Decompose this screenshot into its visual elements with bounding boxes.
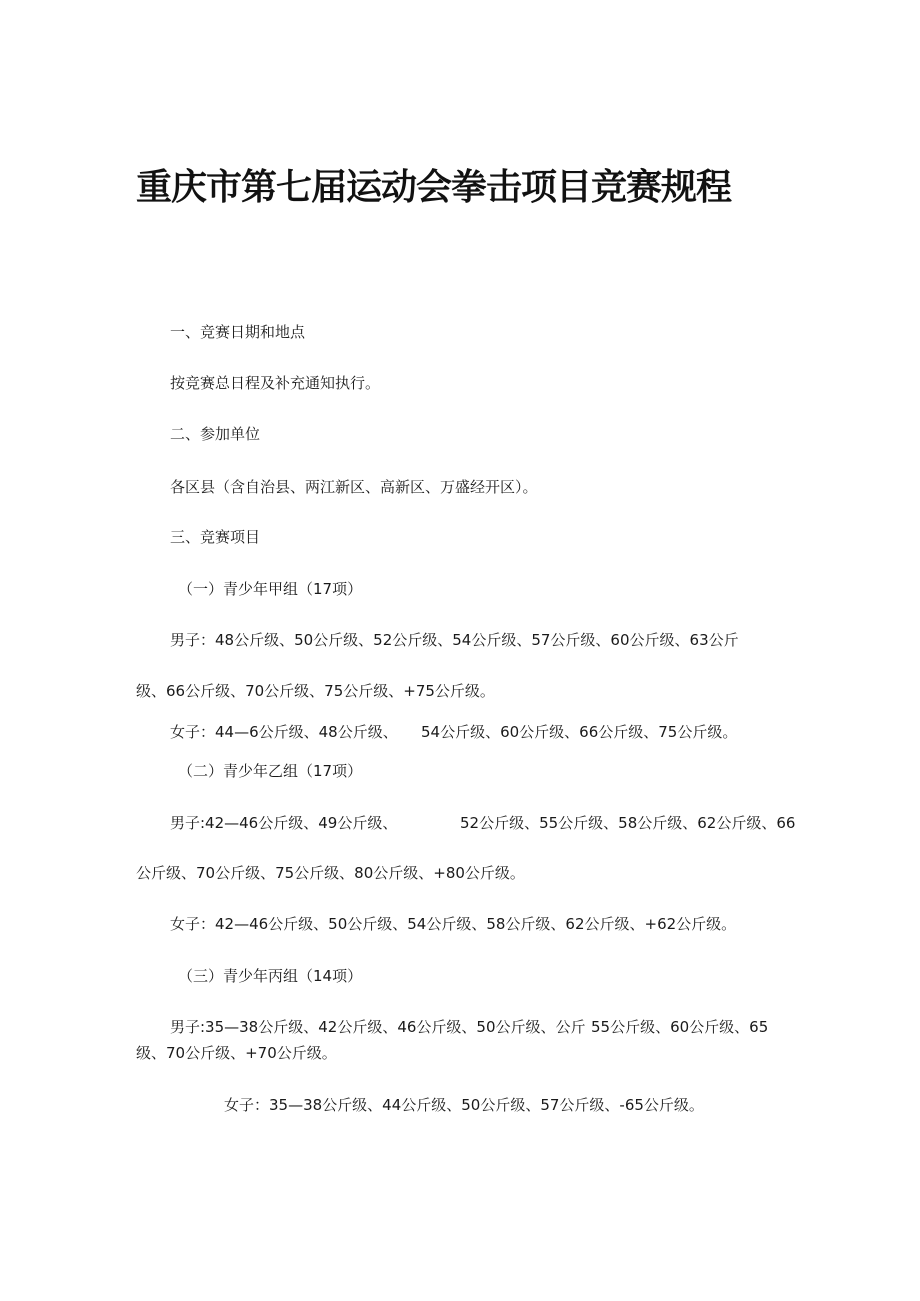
section-1-heading: 一、竞赛日期和地点 (170, 323, 306, 341)
section-1-body: 按竞赛总日程及补充通知执行。 (170, 374, 381, 392)
group-3-male-line-2: 级、70公斤级、+70公斤级。 (136, 1044, 337, 1062)
group-1-male-line-2: 级、66公斤级、70公斤级、75公斤级、+75公斤级。 (136, 682, 495, 700)
section-3-heading: 三、竞赛项目 (170, 528, 261, 546)
group-3-heading: （三）青少年丙组（14项） (178, 967, 363, 985)
group-2-male-line-2: 公斤级、70公斤级、75公斤级、80公斤级、+80公斤级。 (136, 864, 525, 882)
group-1-heading: （一）青少年甲组（17项） (178, 580, 363, 598)
group-2-male-part-2: 52公斤级、55公斤级、58公斤级、62公斤级、66 (460, 814, 796, 832)
document-title: 重庆市第七届运动会拳击项目竞赛规程 (136, 167, 732, 208)
group-1-male-line-1: 男子：48公斤级、50公斤级、52公斤级、54公斤级、57公斤级、60公斤级、63公斤 (170, 631, 739, 649)
section-2-body: 各区县（含自治县、两江新区、高新区、万盛经开区）。 (170, 478, 538, 496)
group-2-heading: （二）青少年乙组（17项） (178, 762, 363, 780)
section-2-heading: 二、参加单位 (170, 425, 261, 443)
group-3-female: 女子：35—38公斤级、44公斤级、50公斤级、57公斤级、-65公斤级。 (224, 1096, 704, 1114)
group-3-male-part-1: 男子:35—38公斤级、42公斤级、46公斤级、50公斤级、公斤 (170, 1018, 586, 1036)
group-1-female-part-1: 女子：44—6公斤级、48公斤级、 (170, 723, 398, 741)
group-2-male-part-1: 男子:42—46公斤级、49公斤级、 (170, 814, 398, 832)
group-1-female-part-2: 54公斤级、60公斤级、66公斤级、75公斤级。 (421, 723, 738, 741)
group-2-female: 女子：42—46公斤级、50公斤级、54公斤级、58公斤级、62公斤级、+62公斤级。 (170, 915, 737, 933)
group-3-male-part-2: 55公斤级、60公斤级、65 (591, 1018, 769, 1036)
